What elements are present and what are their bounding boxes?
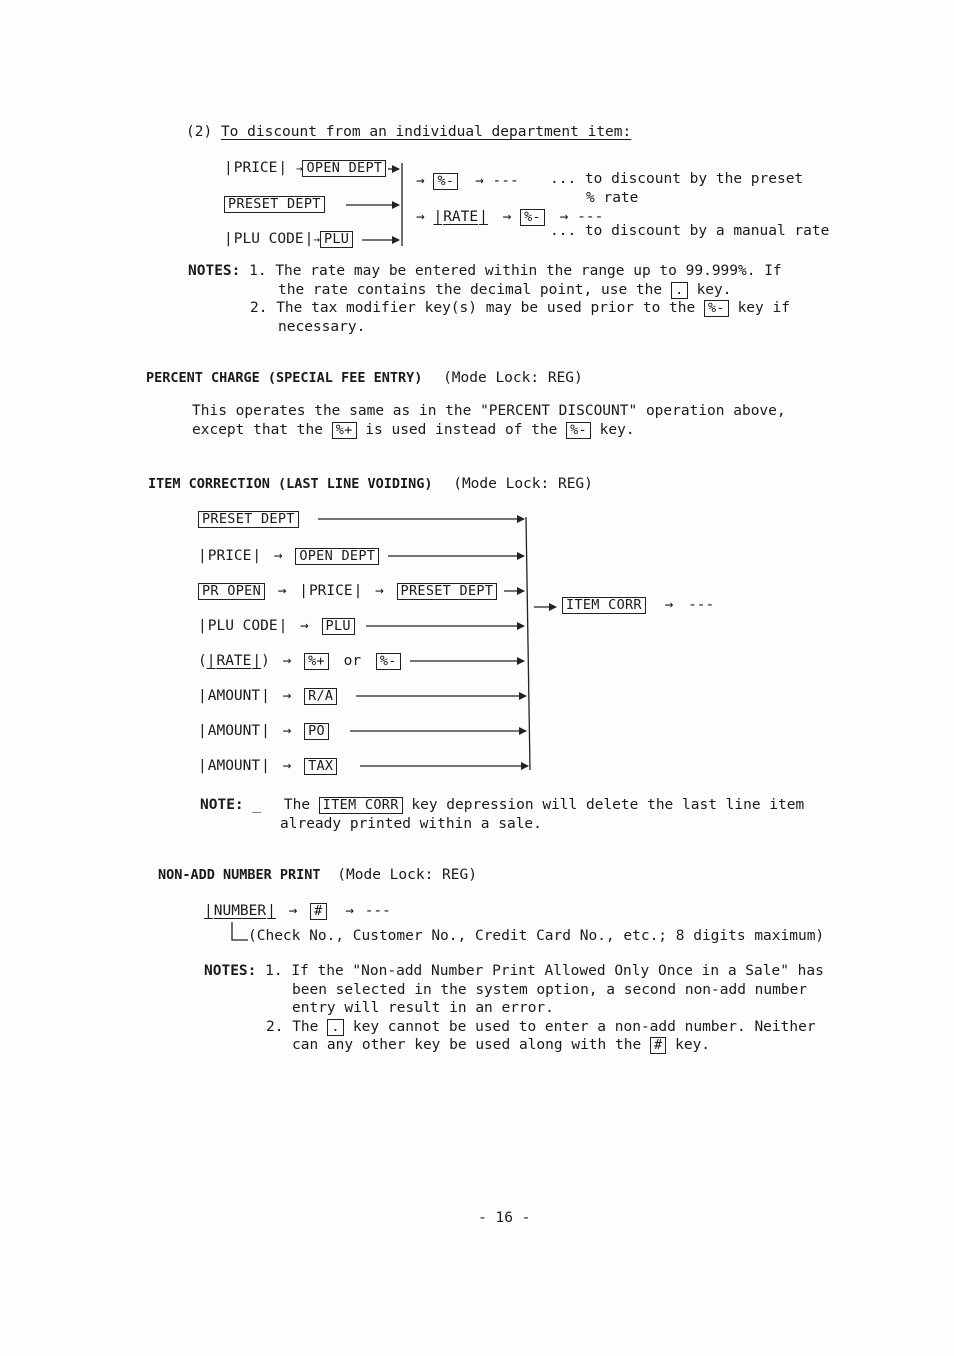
arrow-icon: → [559, 209, 569, 225]
flow-row-plu: | PLU CODE | → PLU [224, 231, 353, 248]
ic-row-plu [198, 618, 355, 635]
percent-plus-key: %+ [332, 422, 357, 439]
rate-entry: | RATE | [207, 653, 261, 669]
price-entry: | PRICE | [198, 548, 261, 564]
desc-preset-line-1: ... to discount by the preset [550, 171, 804, 187]
note-1-line-1: The rate may be entered within the range up to 99.999%. If [275, 263, 782, 279]
arrow-icon: → [375, 583, 384, 599]
note-2-line-2: can any other key be used along with the [292, 1037, 642, 1053]
item-correction-note [200, 796, 804, 834]
preset-dept-key: PRESET DEPT [198, 511, 299, 528]
rate-entry: | RATE | [433, 209, 487, 225]
note-number: 2. [250, 300, 268, 316]
percent-minus-key: %- [520, 209, 545, 226]
note-number: 1. [249, 263, 267, 279]
amount-entry: | AMOUNT | [198, 758, 270, 774]
percent-charge-heading [146, 370, 583, 386]
item-corr-key: ITEM CORR [562, 597, 646, 614]
note-number: 2. [266, 1018, 284, 1035]
preset-dept-key: PRESET DEPT [397, 583, 498, 600]
flow-preset-rate-branch [416, 173, 519, 190]
arrow-icon: → [273, 548, 283, 564]
preset-dept-key: PRESET DEPT [224, 196, 325, 213]
item-correction-title: ITEM CORRECTION (LAST LINE VOIDING) [148, 476, 433, 492]
ic-row-amount-tax [198, 758, 337, 775]
hash-key: # [650, 1037, 666, 1054]
percent-charge-line-2-mid: is used instead of the [365, 422, 558, 438]
note-2-line-1-end: key cannot be used to enter a non-add number. Neither [352, 1018, 816, 1035]
note-line-1: The [283, 797, 311, 813]
arrow-icon: → [282, 723, 292, 739]
open-dept-key: OPEN DEPT [295, 548, 379, 565]
section-2-title: To discount from an individual department item: [220, 124, 632, 140]
note-1-line-3: entry will result in an error. [292, 1000, 554, 1016]
note-1-line-1: If the "Non-add Number Print Allowed Only Once in a Sale" has [291, 963, 824, 979]
plu-key: PLU [320, 231, 353, 248]
note-1-line-2: been selected in the system option, a second non-add number [292, 981, 808, 998]
arrow-icon: → [664, 597, 674, 613]
price-entry: | PRICE | [224, 160, 287, 176]
open-dept-key: OPEN DEPT [302, 160, 386, 177]
non-add-flow [204, 903, 391, 920]
continue-dashes: --- [492, 173, 519, 189]
page-number: - 16 - [478, 1210, 531, 1226]
ic-row-rate [198, 653, 401, 670]
ic-row-amount-po [198, 723, 329, 740]
arrow-icon: → [345, 903, 354, 919]
decimal-point-key: . [671, 282, 688, 299]
mode-lock-label: (Mode Lock: REG) [337, 867, 477, 883]
continue-dashes: --- [688, 597, 715, 613]
tax-key: TAX [304, 758, 337, 775]
ra-key: R/A [304, 688, 337, 705]
note-2-line-2-end: key. [675, 1037, 711, 1053]
section-2-heading [186, 124, 631, 140]
non-add-title: NON-ADD NUMBER PRINT [158, 867, 321, 883]
plu-code-entry: | PLU CODE | [198, 618, 287, 634]
percent-minus-key: %- [376, 653, 401, 670]
amount-entry: | AMOUNT | [198, 723, 270, 739]
arrow-icon: → [282, 758, 292, 774]
percent-minus-key: %- [433, 173, 458, 190]
percent-minus-key: %- [704, 300, 729, 317]
rate-open-paren: ( [198, 653, 207, 669]
notes-label: NOTES: [204, 963, 257, 979]
arrow-icon: → [475, 173, 484, 189]
amount-entry: | AMOUNT | [198, 688, 270, 704]
note-2-line-1-end: key if [737, 300, 790, 316]
arrow-icon: → [502, 209, 512, 225]
item-corr-key: ITEM CORR [319, 797, 403, 814]
note-marker: _ [252, 797, 262, 813]
mode-lock-label: (Mode Lock: REG) [443, 370, 583, 386]
arrow-icon: → [300, 618, 309, 634]
plu-key: PLU [322, 618, 355, 635]
note-2-line-1: The tax modifier key(s) may be used prior to the [276, 300, 696, 316]
percent-minus-key: %- [566, 422, 591, 439]
note-1-line-2-end: key. [696, 281, 732, 298]
note-2-line-2: necessary. [278, 318, 366, 335]
mode-lock-label: (Mode Lock: REG) [453, 476, 593, 492]
ic-row-pr-open [198, 583, 497, 600]
percent-charge-line-2-end: key. [599, 422, 635, 438]
note-label: NOTE: [200, 797, 244, 813]
continue-dashes: --- [364, 903, 391, 919]
desc-preset-line-2: % rate [586, 190, 639, 206]
note-line-1-end: key depression will delete the last line item [411, 797, 805, 813]
price-entry: | PRICE | [299, 583, 362, 599]
ic-row-preset-dept [198, 511, 299, 528]
ic-row-amount-ra [198, 688, 337, 705]
arrow-icon: → [277, 583, 287, 599]
ic-row-price-open-dept [198, 548, 379, 565]
desc-manual-rate: ... to discount by a manual rate [550, 223, 830, 239]
note-line-2: already printed within a sale. [280, 816, 542, 832]
arrow-icon: → [416, 173, 425, 189]
continue-dashes: --- [577, 209, 604, 225]
arrow-icon: → [288, 903, 298, 919]
or-label: or [343, 653, 362, 669]
flow-row-preset-dept [224, 196, 325, 213]
hash-key: # [310, 903, 326, 920]
note-number: 1. [265, 963, 283, 979]
percent-charge-line-2: except that the [192, 422, 323, 438]
percent-charge-body [192, 402, 786, 440]
ic-item-corr-result [562, 597, 714, 614]
pr-open-key: PR OPEN [198, 583, 265, 600]
section-2-notes [188, 262, 790, 336]
section-2-number: (2) [186, 124, 213, 140]
rate-close-paren: ) [261, 653, 270, 669]
number-entry: | NUMBER | [204, 903, 276, 919]
arrow-icon: → [282, 688, 292, 704]
po-key: PO [304, 723, 329, 740]
arrow-icon: → [416, 209, 425, 225]
note-1-line-2: the rate contains the decimal point, use the [278, 281, 663, 298]
plu-code-entry: | PLU CODE | [224, 231, 313, 247]
percent-charge-title: PERCENT CHARGE (SPECIAL FEE ENTRY) [146, 370, 423, 386]
item-correction-heading [148, 476, 593, 492]
non-add-heading [158, 867, 477, 883]
note-2-line-1: The [292, 1018, 319, 1035]
non-add-paren-note: (Check No., Customer No., Credit Card No., etc.; 8 digits maximum) [248, 928, 825, 944]
desc-preset-rate [550, 170, 803, 208]
decimal-point-key: . [327, 1019, 344, 1036]
percent-plus-key: %+ [304, 653, 329, 670]
non-add-notes [204, 962, 824, 1055]
flow-row-price-open-dept: | PRICE | → OPEN DEPT [224, 160, 386, 177]
arrow-icon: → [282, 653, 292, 669]
percent-charge-line-1: This operates the same as in the "PERCENT DISCOUNT" operation above, [192, 403, 786, 419]
notes-label: NOTES: [188, 263, 241, 279]
